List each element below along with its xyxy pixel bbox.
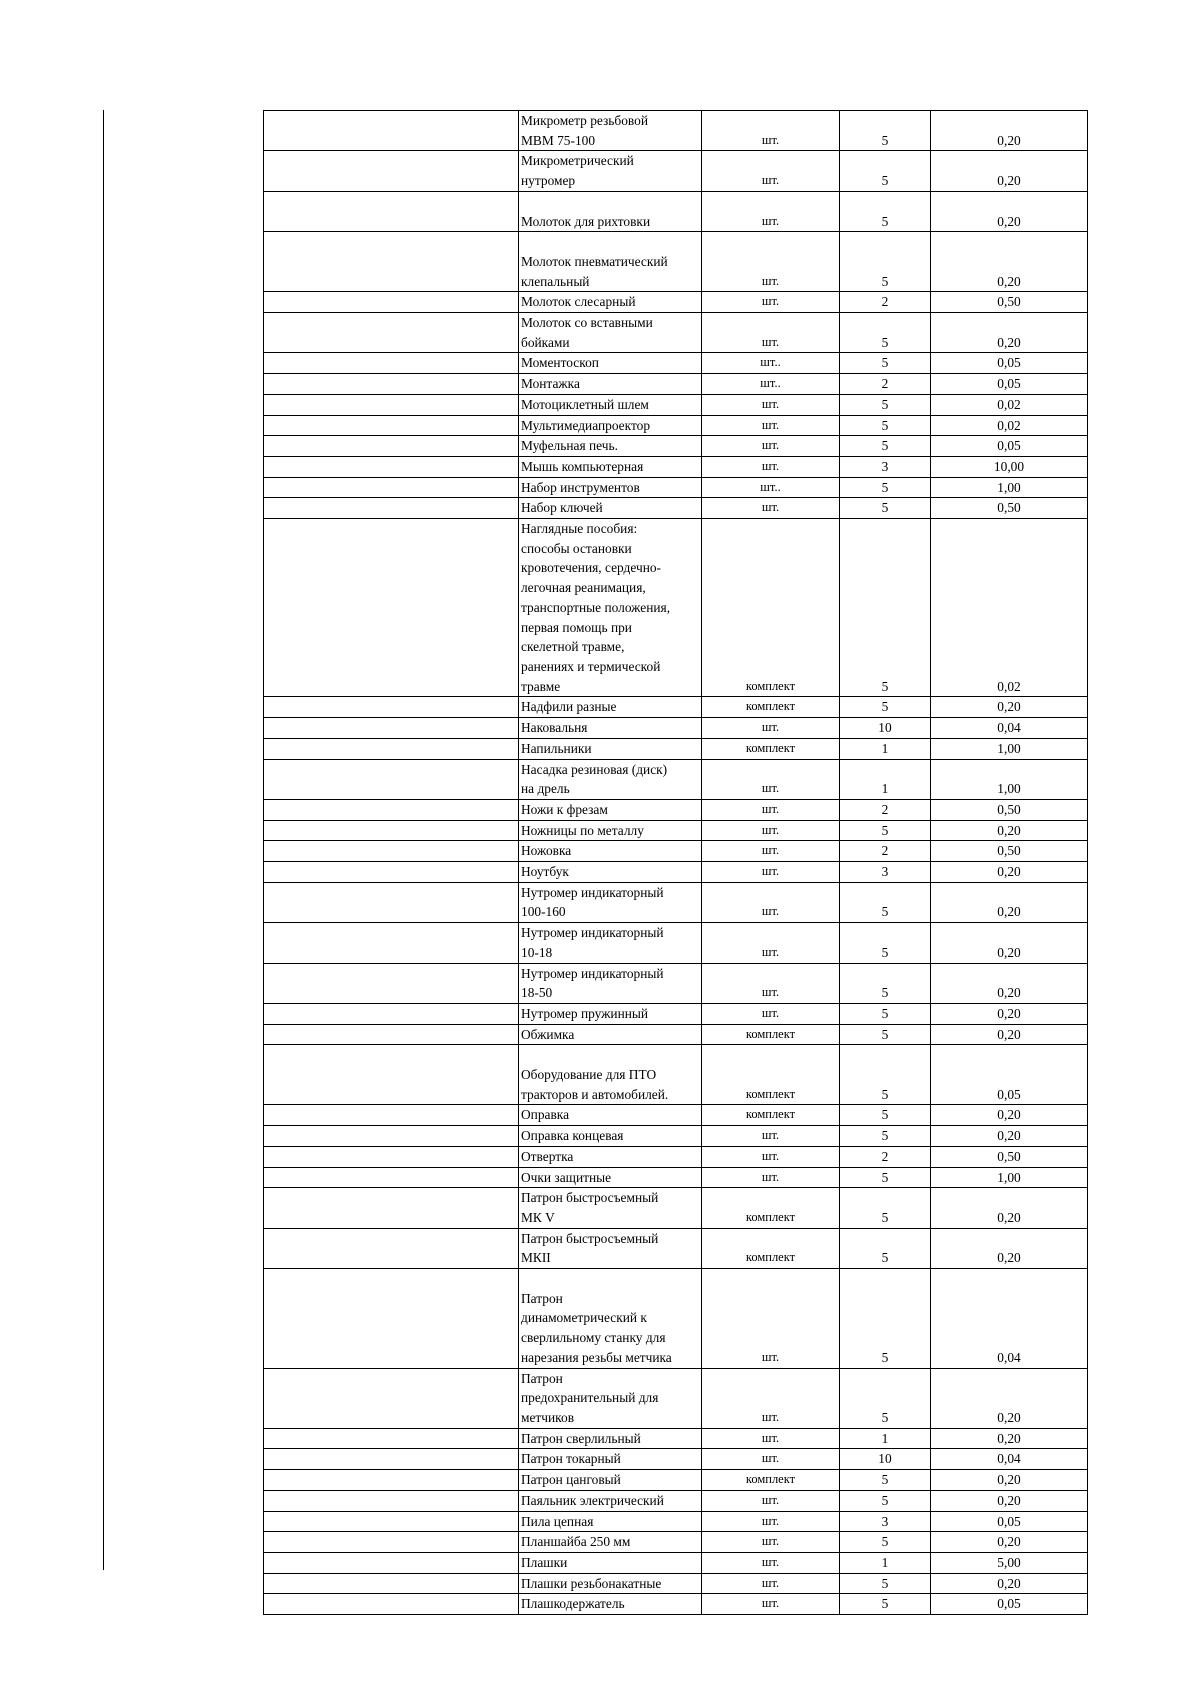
item-name-cell: Плашкодержатель bbox=[519, 1594, 702, 1615]
empty-cell bbox=[264, 963, 519, 1003]
empty-cell bbox=[264, 374, 519, 395]
table-row bbox=[264, 1368, 1088, 1428]
unit-cell: шт. bbox=[702, 1552, 840, 1573]
table-row bbox=[264, 1126, 1088, 1147]
quantity-cell: 5 bbox=[840, 1105, 931, 1126]
item-name-cell: Патрон быстросъемный МК V bbox=[519, 1188, 702, 1228]
item-name-cell: Обжимка bbox=[519, 1024, 702, 1045]
quantity-cell: 2 bbox=[840, 799, 931, 820]
quantity-cell: 5 bbox=[840, 1573, 931, 1594]
coefficient-cell: 0,20 bbox=[931, 820, 1088, 841]
table-row bbox=[264, 151, 1088, 191]
empty-cell bbox=[264, 820, 519, 841]
quantity-cell: 5 bbox=[840, 923, 931, 963]
unit-cell: шт. bbox=[702, 313, 840, 353]
unit-cell: шт. bbox=[702, 963, 840, 1003]
coefficient-cell: 0,20 bbox=[931, 1228, 1088, 1268]
table-row bbox=[264, 313, 1088, 353]
empty-cell bbox=[264, 436, 519, 457]
table-row bbox=[264, 799, 1088, 820]
quantity-cell: 5 bbox=[840, 697, 931, 718]
empty-cell bbox=[264, 1003, 519, 1024]
empty-cell bbox=[264, 1126, 519, 1147]
empty-cell bbox=[264, 1146, 519, 1167]
item-name-cell: Набор ключей bbox=[519, 498, 702, 519]
empty-cell bbox=[264, 519, 519, 697]
coefficient-cell: 0,05 bbox=[931, 1045, 1088, 1105]
empty-cell bbox=[264, 353, 519, 374]
unit-cell: шт. bbox=[702, 456, 840, 477]
coefficient-cell: 5,00 bbox=[931, 1552, 1088, 1573]
quantity-cell: 5 bbox=[840, 436, 931, 457]
empty-cell bbox=[264, 1188, 519, 1228]
quantity-cell: 1 bbox=[840, 1428, 931, 1449]
unit-cell: шт. bbox=[702, 799, 840, 820]
unit-cell: комплект bbox=[702, 1188, 840, 1228]
table-row bbox=[264, 1511, 1088, 1532]
table-row bbox=[264, 1573, 1088, 1594]
unit-cell: шт. bbox=[702, 1511, 840, 1532]
coefficient-cell: 0,20 bbox=[931, 1428, 1088, 1449]
coefficient-cell: 1,00 bbox=[931, 1167, 1088, 1188]
empty-cell bbox=[264, 1552, 519, 1573]
coefficient-cell: 0,05 bbox=[931, 1594, 1088, 1615]
coefficient-cell: 0,02 bbox=[931, 519, 1088, 697]
coefficient-cell: 0,20 bbox=[931, 862, 1088, 883]
unit-cell: шт. bbox=[702, 1490, 840, 1511]
quantity-cell: 5 bbox=[840, 519, 931, 697]
quantity-cell: 2 bbox=[840, 292, 931, 313]
unit-cell: шт.. bbox=[702, 353, 840, 374]
item-name-cell: Микрометрический нутромер bbox=[519, 151, 702, 191]
quantity-cell: 1 bbox=[840, 1552, 931, 1573]
empty-cell bbox=[264, 191, 519, 231]
coefficient-cell: 0,05 bbox=[931, 1511, 1088, 1532]
coefficient-cell: 0,02 bbox=[931, 394, 1088, 415]
quantity-cell: 5 bbox=[840, 963, 931, 1003]
empty-cell bbox=[264, 882, 519, 922]
table-row bbox=[264, 1105, 1088, 1126]
quantity-cell: 3 bbox=[840, 456, 931, 477]
left-margin-line bbox=[103, 110, 104, 1570]
unit-cell: шт. bbox=[702, 1449, 840, 1470]
table-row bbox=[264, 1188, 1088, 1228]
quantity-cell: 5 bbox=[840, 232, 931, 292]
unit-cell: шт. bbox=[702, 191, 840, 231]
unit-cell: шт. bbox=[702, 882, 840, 922]
empty-cell bbox=[264, 1167, 519, 1188]
table-row bbox=[264, 1167, 1088, 1188]
table-row bbox=[264, 292, 1088, 313]
empty-cell bbox=[264, 1573, 519, 1594]
table-row bbox=[264, 394, 1088, 415]
empty-cell bbox=[264, 415, 519, 436]
coefficient-cell: 0,50 bbox=[931, 841, 1088, 862]
coefficient-cell: 0,20 bbox=[931, 963, 1088, 1003]
quantity-cell: 5 bbox=[840, 111, 931, 151]
coefficient-cell: 0,05 bbox=[931, 353, 1088, 374]
coefficient-cell: 0,20 bbox=[931, 151, 1088, 191]
item-name-cell: Напильники bbox=[519, 738, 702, 759]
unit-cell: шт. bbox=[702, 1594, 840, 1615]
coefficient-cell: 0,20 bbox=[931, 1573, 1088, 1594]
coefficient-cell: 0,50 bbox=[931, 498, 1088, 519]
quantity-cell: 5 bbox=[840, 1167, 931, 1188]
item-name-cell: Очки защитные bbox=[519, 1167, 702, 1188]
coefficient-cell: 0,20 bbox=[931, 191, 1088, 231]
item-name-cell: Муфельная печь. bbox=[519, 436, 702, 457]
unit-cell: шт. bbox=[702, 820, 840, 841]
unit-cell: шт. bbox=[702, 1269, 840, 1369]
table-row bbox=[264, 111, 1088, 151]
coefficient-cell: 0,05 bbox=[931, 374, 1088, 395]
empty-cell bbox=[264, 498, 519, 519]
empty-cell bbox=[264, 313, 519, 353]
unit-cell: шт. bbox=[702, 1126, 840, 1147]
quantity-cell: 5 bbox=[840, 1045, 931, 1105]
coefficient-cell: 0,50 bbox=[931, 1146, 1088, 1167]
coefficient-cell: 0,04 bbox=[931, 718, 1088, 739]
unit-cell: комплект bbox=[702, 1470, 840, 1491]
empty-cell bbox=[264, 1594, 519, 1615]
item-name-cell: Плашки резьбонакатные bbox=[519, 1573, 702, 1594]
item-name-cell: Оборудование для ПТО тракторов и автомобилей. bbox=[519, 1045, 702, 1105]
unit-cell: шт. bbox=[702, 292, 840, 313]
quantity-cell: 2 bbox=[840, 1146, 931, 1167]
quantity-cell: 5 bbox=[840, 1490, 931, 1511]
quantity-cell: 5 bbox=[840, 477, 931, 498]
unit-cell: шт. bbox=[702, 232, 840, 292]
item-name-cell: Мышь компьютерная bbox=[519, 456, 702, 477]
empty-cell bbox=[264, 1045, 519, 1105]
unit-cell: комплект bbox=[702, 1105, 840, 1126]
table-row bbox=[264, 415, 1088, 436]
coefficient-cell: 0,20 bbox=[931, 1490, 1088, 1511]
unit-cell: шт. bbox=[702, 1428, 840, 1449]
item-name-cell: Молоток для рихтовки bbox=[519, 191, 702, 231]
quantity-cell: 5 bbox=[840, 1024, 931, 1045]
quantity-cell: 5 bbox=[840, 151, 931, 191]
table-row bbox=[264, 436, 1088, 457]
quantity-cell: 5 bbox=[840, 1126, 931, 1147]
item-name-cell: Набор инструментов bbox=[519, 477, 702, 498]
quantity-cell: 2 bbox=[840, 841, 931, 862]
coefficient-cell: 0,20 bbox=[931, 1188, 1088, 1228]
empty-cell bbox=[264, 697, 519, 718]
table-row bbox=[264, 477, 1088, 498]
empty-cell bbox=[264, 1490, 519, 1511]
table-row bbox=[264, 882, 1088, 922]
empty-cell bbox=[264, 1228, 519, 1268]
item-name-cell: Патрон токарный bbox=[519, 1449, 702, 1470]
quantity-cell: 1 bbox=[840, 738, 931, 759]
empty-cell bbox=[264, 151, 519, 191]
empty-cell bbox=[264, 1428, 519, 1449]
coefficient-cell: 0,20 bbox=[931, 882, 1088, 922]
quantity-cell: 10 bbox=[840, 1449, 931, 1470]
unit-cell: комплект bbox=[702, 519, 840, 697]
unit-cell: шт. bbox=[702, 1573, 840, 1594]
empty-cell bbox=[264, 1532, 519, 1553]
unit-cell: комплект bbox=[702, 1024, 840, 1045]
table-row bbox=[264, 498, 1088, 519]
table-row bbox=[264, 1532, 1088, 1553]
table-row bbox=[264, 353, 1088, 374]
empty-cell bbox=[264, 292, 519, 313]
item-name-cell: Планшайба 250 мм bbox=[519, 1532, 702, 1553]
table-row bbox=[264, 1428, 1088, 1449]
table-row bbox=[264, 374, 1088, 395]
table-row bbox=[264, 923, 1088, 963]
unit-cell: шт. bbox=[702, 415, 840, 436]
coefficient-cell: 0,20 bbox=[931, 1105, 1088, 1126]
item-name-cell: Нутромер индикаторный 18-50 bbox=[519, 963, 702, 1003]
unit-cell: шт. bbox=[702, 1368, 840, 1428]
item-name-cell: Монтажка bbox=[519, 374, 702, 395]
coefficient-cell: 0,20 bbox=[931, 697, 1088, 718]
item-name-cell: Молоток со вставными бойками bbox=[519, 313, 702, 353]
quantity-cell: 3 bbox=[840, 1511, 931, 1532]
empty-cell bbox=[264, 759, 519, 799]
coefficient-cell: 0,20 bbox=[931, 111, 1088, 151]
quantity-cell: 5 bbox=[840, 191, 931, 231]
coefficient-cell: 0,50 bbox=[931, 292, 1088, 313]
unit-cell: комплект bbox=[702, 738, 840, 759]
item-name-cell: Наглядные пособия: способы остановки кровотечения, сердечно- легочная реанимация, транспортные положения, первая помощь при скелетной травме, ранениях и термической травме bbox=[519, 519, 702, 697]
quantity-cell: 5 bbox=[840, 1003, 931, 1024]
item-name-cell: Нутромер пружинный bbox=[519, 1003, 702, 1024]
coefficient-cell: 0,05 bbox=[931, 436, 1088, 457]
table-row bbox=[264, 1449, 1088, 1470]
table-row bbox=[264, 1269, 1088, 1369]
quantity-cell: 5 bbox=[840, 415, 931, 436]
quantity-cell: 5 bbox=[840, 394, 931, 415]
empty-cell bbox=[264, 1105, 519, 1126]
quantity-cell: 5 bbox=[840, 353, 931, 374]
item-name-cell: Ножи к фрезам bbox=[519, 799, 702, 820]
quantity-cell: 10 bbox=[840, 718, 931, 739]
item-name-cell: Микрометр резьбовой МВМ 75-100 bbox=[519, 111, 702, 151]
unit-cell: шт. bbox=[702, 1146, 840, 1167]
quantity-cell: 5 bbox=[840, 1470, 931, 1491]
item-name-cell: Паяльник электрический bbox=[519, 1490, 702, 1511]
item-name-cell: Отвертка bbox=[519, 1146, 702, 1167]
item-name-cell: Плашки bbox=[519, 1552, 702, 1573]
item-name-cell: Надфили разные bbox=[519, 697, 702, 718]
item-name-cell: Патрон сверлильный bbox=[519, 1428, 702, 1449]
item-name-cell: Патрон предохранительный для метчиков bbox=[519, 1368, 702, 1428]
empty-cell bbox=[264, 841, 519, 862]
unit-cell: шт.. bbox=[702, 374, 840, 395]
empty-cell bbox=[264, 799, 519, 820]
quantity-cell: 5 bbox=[840, 1594, 931, 1615]
empty-cell bbox=[264, 862, 519, 883]
item-name-cell: Оправка bbox=[519, 1105, 702, 1126]
coefficient-cell: 1,00 bbox=[931, 477, 1088, 498]
table-row bbox=[264, 759, 1088, 799]
empty-cell bbox=[264, 923, 519, 963]
unit-cell: комплект bbox=[702, 1228, 840, 1268]
item-name-cell: Патрон цанговый bbox=[519, 1470, 702, 1491]
coefficient-cell: 0,20 bbox=[931, 923, 1088, 963]
empty-cell bbox=[264, 477, 519, 498]
item-name-cell: Нутромер индикаторный 100-160 bbox=[519, 882, 702, 922]
table-row bbox=[264, 456, 1088, 477]
item-name-cell: Патрон быстросъемный МКII bbox=[519, 1228, 702, 1268]
table-row bbox=[264, 738, 1088, 759]
table-row bbox=[264, 1470, 1088, 1491]
table-row bbox=[264, 519, 1088, 697]
quantity-cell: 1 bbox=[840, 759, 931, 799]
table-row bbox=[264, 1594, 1088, 1615]
quantity-cell: 5 bbox=[840, 1368, 931, 1428]
item-name-cell: Наковальня bbox=[519, 718, 702, 739]
empty-cell bbox=[264, 738, 519, 759]
item-name-cell: Мультимедиапроектор bbox=[519, 415, 702, 436]
table-row bbox=[264, 1490, 1088, 1511]
unit-cell: шт. bbox=[702, 862, 840, 883]
quantity-cell: 3 bbox=[840, 862, 931, 883]
coefficient-cell: 0,20 bbox=[931, 232, 1088, 292]
unit-cell: шт. bbox=[702, 498, 840, 519]
unit-cell: шт.. bbox=[702, 477, 840, 498]
quantity-cell: 5 bbox=[840, 1188, 931, 1228]
empty-cell bbox=[264, 394, 519, 415]
unit-cell: шт. bbox=[702, 1167, 840, 1188]
quantity-cell: 5 bbox=[840, 882, 931, 922]
table-row bbox=[264, 697, 1088, 718]
table-row bbox=[264, 1228, 1088, 1268]
equipment-table bbox=[263, 110, 1088, 1615]
unit-cell: шт. bbox=[702, 1003, 840, 1024]
unit-cell: шт. bbox=[702, 841, 840, 862]
item-name-cell: Ноутбук bbox=[519, 862, 702, 883]
quantity-cell: 5 bbox=[840, 1228, 931, 1268]
item-name-cell: Ножовка bbox=[519, 841, 702, 862]
table-row bbox=[264, 1003, 1088, 1024]
coefficient-cell: 10,00 bbox=[931, 456, 1088, 477]
item-name-cell: Ножницы по металлу bbox=[519, 820, 702, 841]
item-name-cell: Молоток слесарный bbox=[519, 292, 702, 313]
empty-cell bbox=[264, 232, 519, 292]
coefficient-cell: 1,00 bbox=[931, 759, 1088, 799]
item-name-cell: Пила цепная bbox=[519, 1511, 702, 1532]
item-name-cell: Патрон динамометрический к сверлильному станку для нарезания резьбы метчика bbox=[519, 1269, 702, 1369]
unit-cell: комплект bbox=[702, 697, 840, 718]
empty-cell bbox=[264, 456, 519, 477]
item-name-cell: Мотоциклетный шлем bbox=[519, 394, 702, 415]
table-row bbox=[264, 862, 1088, 883]
coefficient-cell: 0,20 bbox=[931, 1470, 1088, 1491]
coefficient-cell: 0,20 bbox=[931, 1368, 1088, 1428]
unit-cell: шт. bbox=[702, 436, 840, 457]
quantity-cell: 2 bbox=[840, 374, 931, 395]
table-row bbox=[264, 718, 1088, 739]
table-row bbox=[264, 191, 1088, 231]
coefficient-cell: 0,20 bbox=[931, 1024, 1088, 1045]
quantity-cell: 5 bbox=[840, 1532, 931, 1553]
empty-cell bbox=[264, 1368, 519, 1428]
unit-cell: шт. bbox=[702, 394, 840, 415]
empty-cell bbox=[264, 718, 519, 739]
empty-cell bbox=[264, 111, 519, 151]
coefficient-cell: 1,00 bbox=[931, 738, 1088, 759]
table-row bbox=[264, 1045, 1088, 1105]
coefficient-cell: 0,04 bbox=[931, 1269, 1088, 1369]
empty-cell bbox=[264, 1269, 519, 1369]
quantity-cell: 5 bbox=[840, 498, 931, 519]
table-row bbox=[264, 963, 1088, 1003]
table-row bbox=[264, 1024, 1088, 1045]
unit-cell: шт. bbox=[702, 718, 840, 739]
empty-cell bbox=[264, 1470, 519, 1491]
quantity-cell: 5 bbox=[840, 313, 931, 353]
unit-cell: шт. bbox=[702, 759, 840, 799]
unit-cell: шт. bbox=[702, 1532, 840, 1553]
item-name-cell: Насадка резиновая (диск) на дрель bbox=[519, 759, 702, 799]
unit-cell: шт. bbox=[702, 923, 840, 963]
item-name-cell: Оправка концевая bbox=[519, 1126, 702, 1147]
coefficient-cell: 0,50 bbox=[931, 799, 1088, 820]
coefficient-cell: 0,20 bbox=[931, 1532, 1088, 1553]
unit-cell: комплект bbox=[702, 1045, 840, 1105]
coefficient-cell: 0,20 bbox=[931, 1126, 1088, 1147]
table-row bbox=[264, 841, 1088, 862]
empty-cell bbox=[264, 1511, 519, 1532]
empty-cell bbox=[264, 1024, 519, 1045]
item-name-cell: Молоток пневматический клепальный bbox=[519, 232, 702, 292]
unit-cell: шт. bbox=[702, 111, 840, 151]
coefficient-cell: 0,04 bbox=[931, 1449, 1088, 1470]
table-row bbox=[264, 232, 1088, 292]
item-name-cell: Моментоскоп bbox=[519, 353, 702, 374]
coefficient-cell: 0,20 bbox=[931, 313, 1088, 353]
table-row bbox=[264, 1146, 1088, 1167]
empty-cell bbox=[264, 1449, 519, 1470]
quantity-cell: 5 bbox=[840, 1269, 931, 1369]
table-row bbox=[264, 1552, 1088, 1573]
item-name-cell: Нутромер индикаторный 10-18 bbox=[519, 923, 702, 963]
table-row bbox=[264, 820, 1088, 841]
quantity-cell: 5 bbox=[840, 820, 931, 841]
coefficient-cell: 0,02 bbox=[931, 415, 1088, 436]
equipment-table-body bbox=[264, 111, 1088, 1615]
coefficient-cell: 0,20 bbox=[931, 1003, 1088, 1024]
unit-cell: шт. bbox=[702, 151, 840, 191]
